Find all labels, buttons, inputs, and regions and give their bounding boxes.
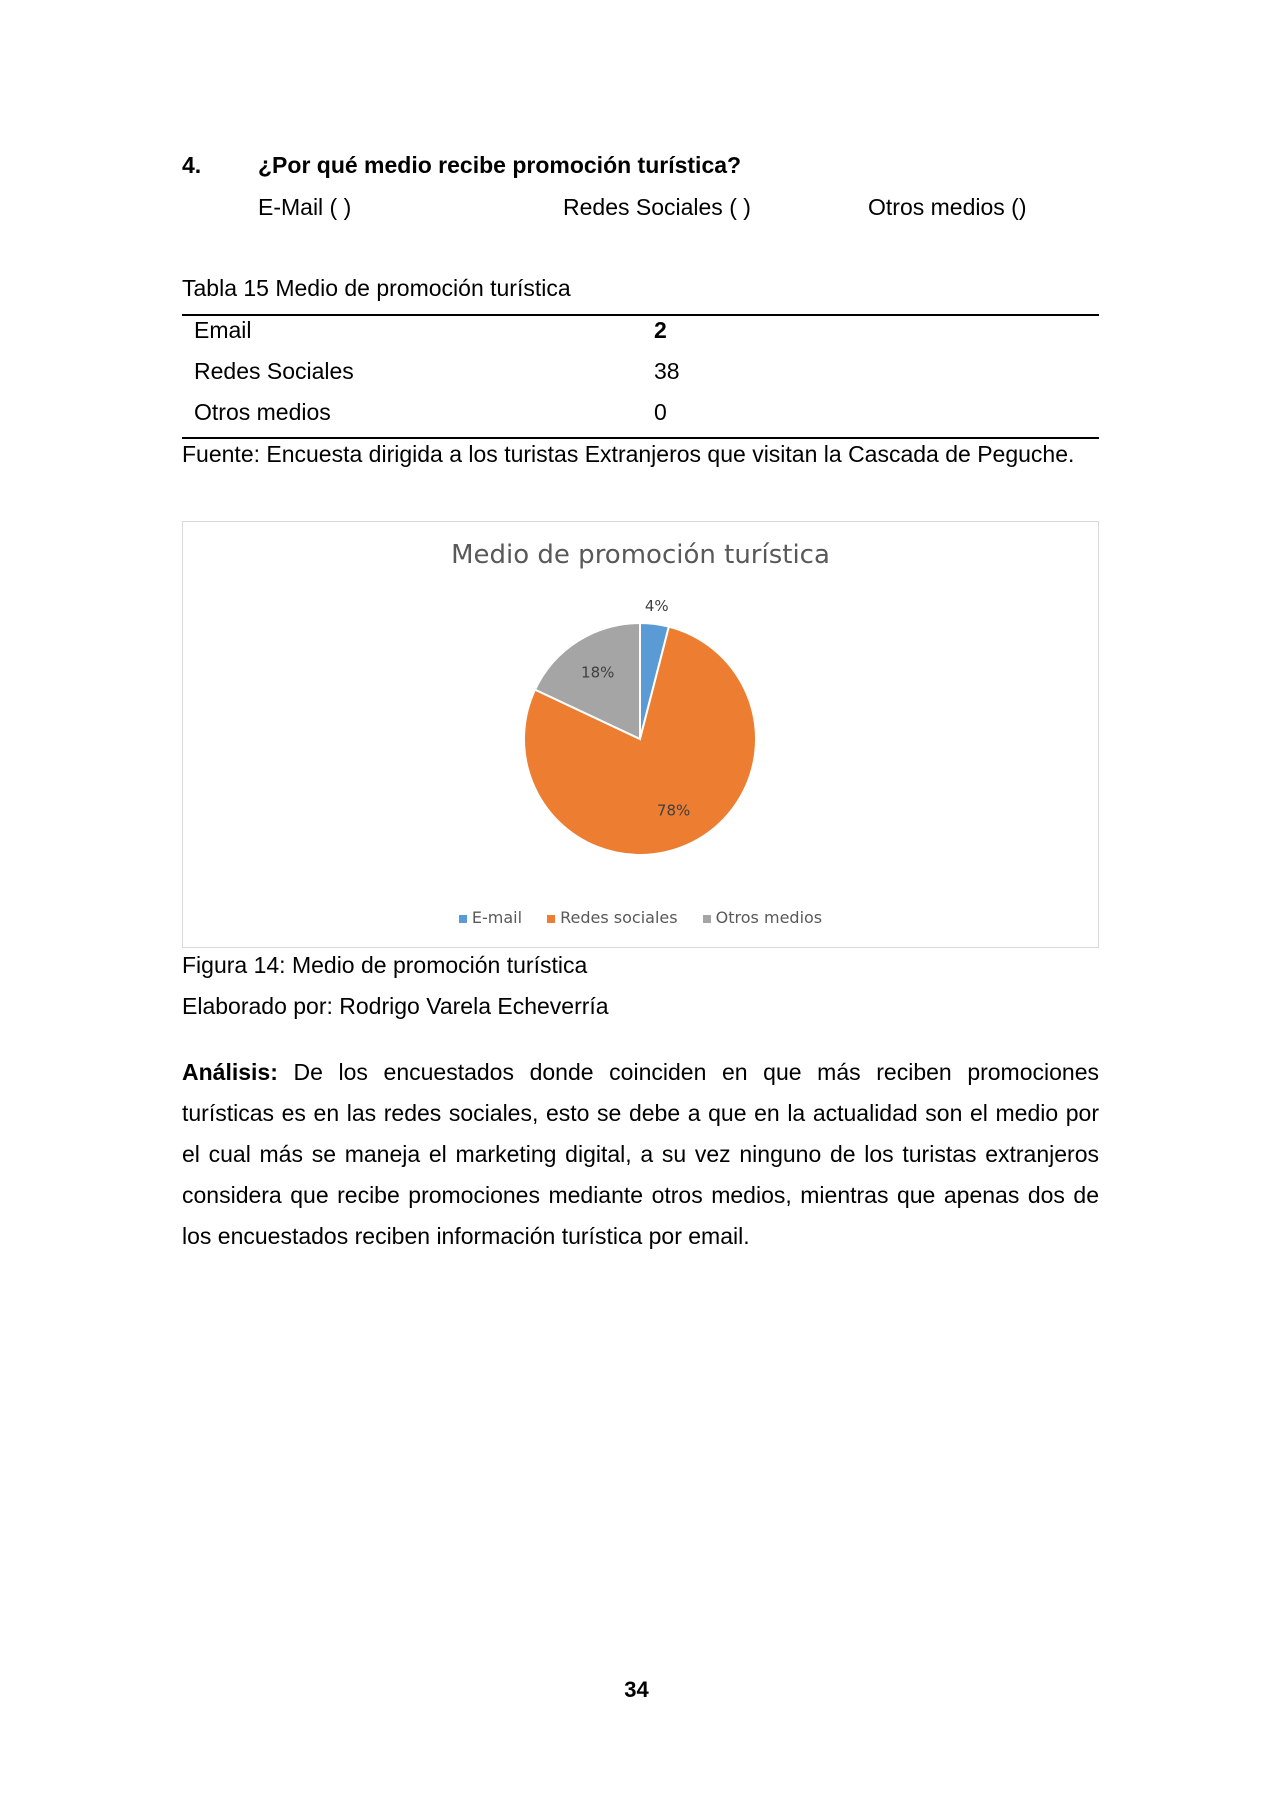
question-number: 4. [182, 152, 202, 178]
legend-label: Otros medios [715, 908, 823, 927]
analysis-text: De los encuestados donde coinciden en que más reciben promociones turísticas es en las redes sociales, esto se debe a que en la actualidad son el medio por el cual más se maneja el marketing digital, a su vez ninguno de los turistas extranjeros considera que recibe promociones mediante otros medios, mientras que apenas dos de los encuestados reciben información turística por email. [182, 1059, 1099, 1249]
legend-item-redes-sociales [547, 908, 677, 927]
option-redes-sociales: Redes Sociales ( ) [563, 194, 751, 220]
legend-item-otros-medios [703, 908, 822, 927]
table-cell-label: Email [194, 317, 252, 343]
legend-swatch [547, 915, 555, 923]
table-cell-label: Otros medios [194, 399, 331, 425]
table-cell-value: 0 [654, 399, 667, 425]
chart-title: Medio de promoción turística [451, 540, 830, 570]
table-cell-value: 38 [654, 358, 680, 384]
table-source: Fuente: Encuesta dirigida a los turistas Extranjeros que visitan la Cascada de Peguche. [182, 441, 1075, 467]
table-row [182, 358, 1099, 398]
page-number: 34 [624, 1677, 649, 1702]
table-cell-value: 2 [654, 317, 667, 343]
option-otros-medios: Otros medios () [868, 194, 1027, 220]
table-top-rule [182, 314, 1099, 316]
table-row [182, 399, 1099, 439]
analysis-label: Análisis: [182, 1059, 278, 1085]
figure-caption: Figura 14: Medio de promoción turística [182, 952, 588, 978]
table-bottom-rule [182, 437, 1099, 439]
figure-author: Elaborado por: Rodrigo Varela Echeverría [182, 993, 609, 1019]
pie-data-label: 4% [644, 597, 669, 616]
legend-swatch [703, 915, 711, 923]
table-cell-label: Redes Sociales [194, 358, 354, 384]
table-row [182, 317, 1099, 357]
pie-chart-container [182, 521, 1099, 948]
pie-chart [183, 522, 1098, 947]
legend-swatch [459, 915, 467, 923]
legend-label: Redes sociales [560, 908, 678, 927]
table-caption: Tabla 15 Medio de promoción turística [182, 275, 571, 301]
pie-data-label: 78% [656, 801, 691, 820]
question-text: ¿Por qué medio recibe promoción turística? [258, 152, 742, 178]
option-email: E-Mail ( ) [258, 194, 352, 220]
legend-label: E-mail [471, 908, 523, 927]
analysis-paragraph [182, 1052, 1099, 1257]
legend-item-email [459, 908, 522, 927]
pie-data-label: 18% [581, 663, 615, 682]
chart-legend [183, 908, 1098, 927]
